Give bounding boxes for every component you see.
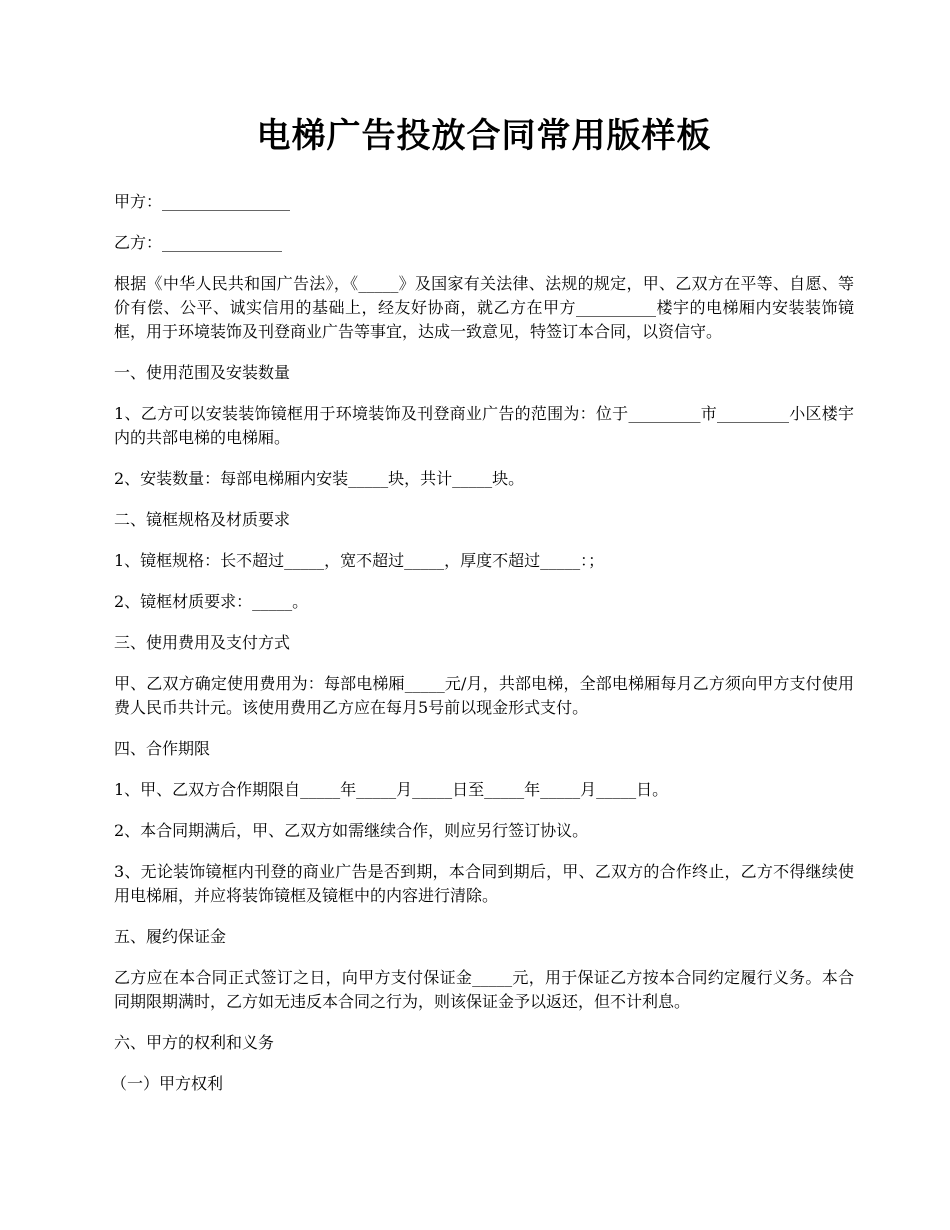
clause-4-3: 3、无论装饰镜框内刊登的商业广告是否到期，本合同到期后，甲、乙双方的合作终止，乙方不得继续使用电梯厢，并应将装饰镜框及镜框中的内容进行清除。 [114, 862, 854, 905]
section-heading-6: 六、甲方的权利和义务 [114, 1033, 275, 1052]
document-page [111, 110, 854, 1113]
party-b-line: 乙方：_______________ [114, 233, 283, 252]
section-heading-4: 四、合作期限 [114, 739, 211, 758]
clause-1-1: 1、乙方可以安装装饰镜框用于环境装饰及刊登商业广告的范围为：位于_________市_________小区楼宇内的共部电梯的电梯厢。 [114, 404, 854, 447]
party-a-line: 甲方：________________ [114, 192, 291, 211]
document-title: 电梯广告投放合同常用版样板 [256, 116, 712, 156]
section-heading-3: 三、使用费用及支付方式 [114, 633, 291, 652]
clause-4-1: 1、甲、乙双方合作期限自_____年_____月_____日至_____年_____月_____日。 [114, 780, 669, 799]
section-heading-1: 一、使用范围及安装数量 [114, 363, 291, 382]
clause-5-body: 乙方应在本合同正式签订之日，向甲方支付保证金_____元，用于保证乙方按本合同约定履行义务。本合同期限期满时，乙方如无违反本合同之行为，则该保证金予以返还，但不计利息。 [114, 968, 854, 1011]
section-heading-2: 二、镜框规格及材质要求 [114, 510, 291, 529]
preamble-paragraph: 根据《中华人民共和国广告法》，《_____》及国家有关法律、法规的规定，甲、乙双方在平等、自愿、等价有偿、公平、诚实信用的基础上，经友好协商，就乙方在甲方__________楼宇的电梯厢内安装装饰镜框，用于环境装饰及刊登商业广告等事宜，达成一致意见，特签订本合同，以资信守。 [114, 274, 854, 341]
subsection-heading-6-1: （一）甲方权利 [111, 1074, 224, 1093]
section-heading-5: 五、履约保证金 [114, 927, 227, 946]
clause-2-2: 2、镜框材质要求：_____。 [114, 592, 309, 611]
clause-3-body: 甲、乙双方确定使用费用为：每部电梯厢_____元/月，共部电梯，全部电梯厢每月乙方须向甲方支付使用费人民币共计元。该使用费用乙方应在每月5号前以现金形式支付。 [114, 674, 854, 717]
clause-4-2: 2、本合同期满后，甲、乙双方如需继续合作，则应另行签订协议。 [114, 821, 589, 840]
clause-1-2: 2、安装数量：每部电梯厢内安装_____块，共计_____块。 [114, 469, 525, 488]
clause-2-1: 1、镜框规格：长不超过_____，宽不超过_____，厚度不超过_____：； [114, 551, 605, 570]
